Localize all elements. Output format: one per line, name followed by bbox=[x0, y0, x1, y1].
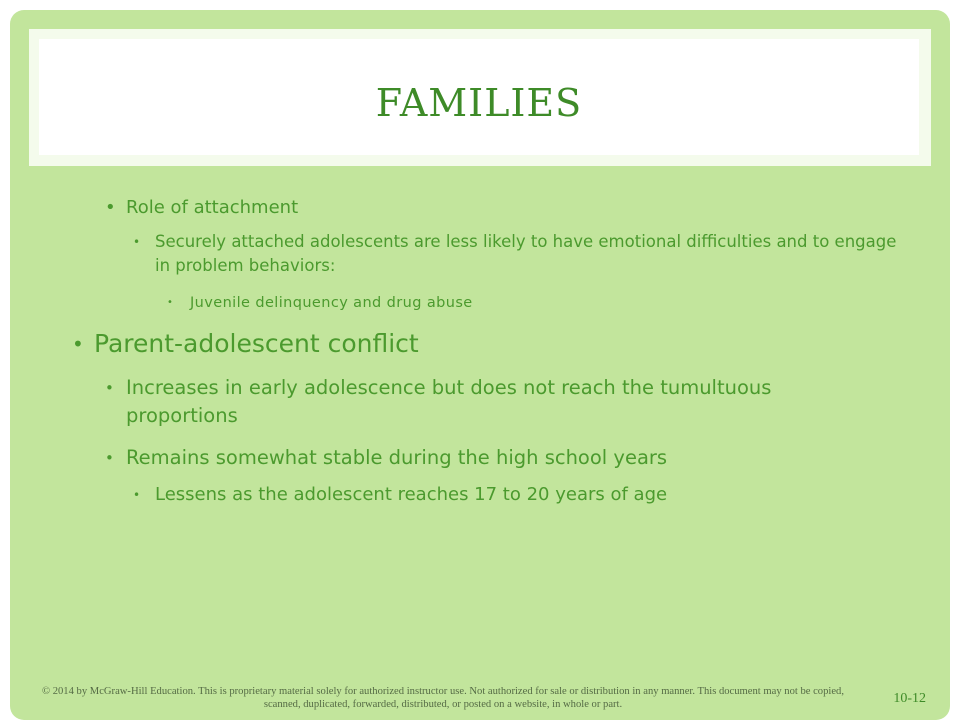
bullet-dot-icon: • bbox=[133, 235, 141, 249]
bullet-increases-early-adolescence: Increases in early adolescence but does not reach the tumultuous proportions bbox=[126, 376, 772, 427]
bullet-dot-icon: • bbox=[105, 449, 114, 467]
bullet-role-of-attachment: Role of attachment bbox=[126, 197, 299, 218]
bullet-parent-adolescent-conflict: Parent-adolescent conflict bbox=[94, 329, 419, 358]
copyright-footer: © 2014 by McGraw-Hill Education. This is proprietary material solely for authorized instructor use. Not authorized for sale or distribution in any manner. This document may not be copied, scanned, duplicated, forwarded, distributed, or posted on a website, in whole or part. bbox=[42, 686, 844, 710]
slide-title: FAMILIES bbox=[375, 81, 583, 125]
bullet-dot-icon: • bbox=[72, 332, 84, 356]
bullet-dot-icon: • bbox=[133, 488, 141, 502]
bullet-remains-stable: Remains somewhat stable during the high school years bbox=[126, 446, 668, 469]
bullet-dot-icon: • bbox=[105, 197, 116, 218]
slide bbox=[10, 10, 950, 720]
page-number: 10-12 bbox=[893, 691, 926, 706]
bullet-dot-icon: • bbox=[105, 379, 114, 397]
bullet-juvenile-delinquency: Juvenile delinquency and drug abuse bbox=[190, 295, 473, 311]
bullet-lessens: Lessens as the adolescent reaches 17 to 20 years of age bbox=[155, 484, 668, 505]
bullet-dot-icon: • bbox=[167, 297, 173, 308]
bullet-securely-attached: Securely attached adolescents are less likely to have emotional difficulties and to engage in problem behaviors: bbox=[155, 232, 897, 275]
slide-content bbox=[10, 10, 950, 720]
